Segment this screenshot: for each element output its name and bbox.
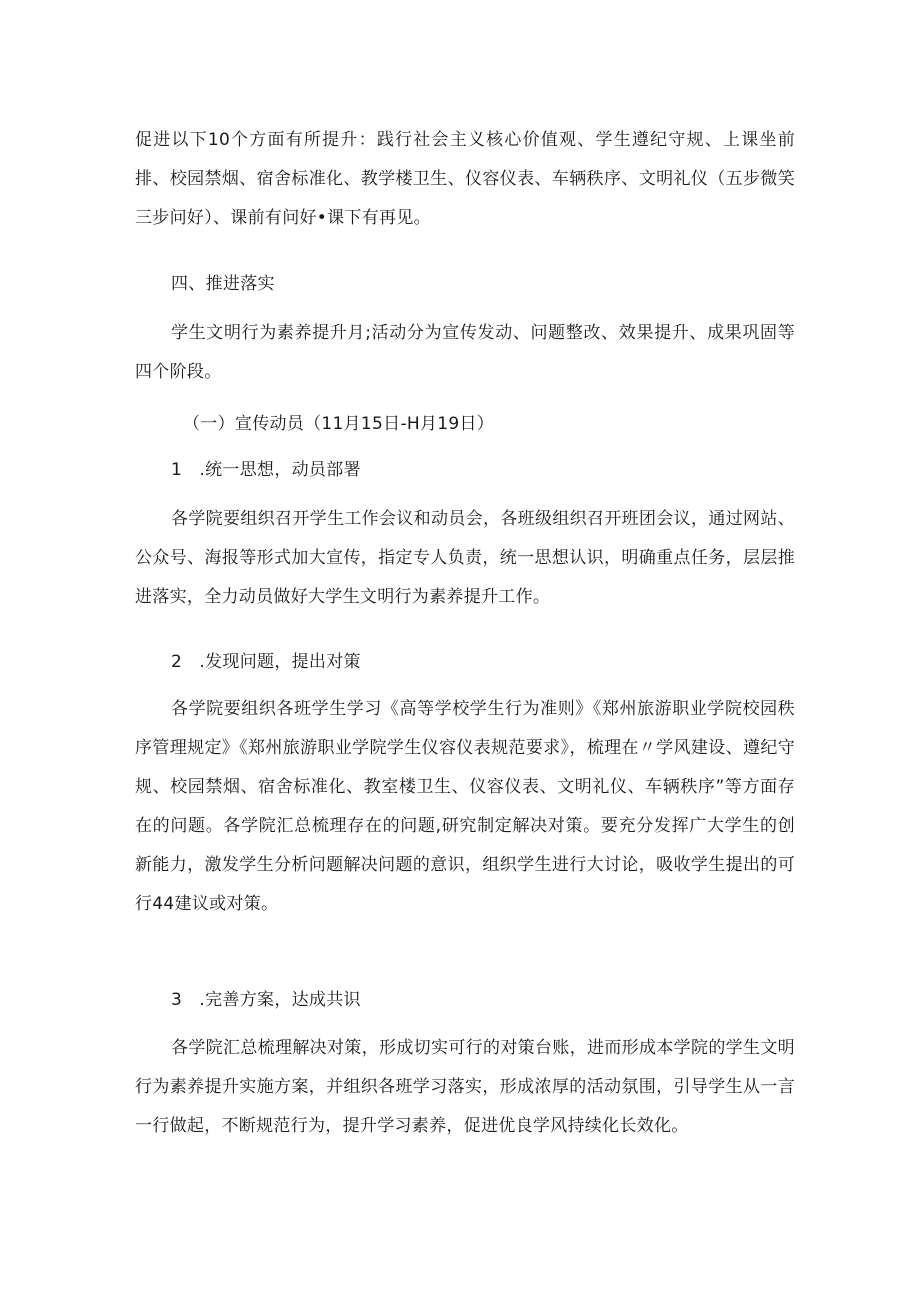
section-heading-implementation: 四、推进落实 [171, 274, 275, 294]
item-heading-3: 3 .完善方案，达成共识 [171, 990, 361, 1010]
paragraph-problem-discovery: 各学院要组织各班学生学习《高等学校学生行为准则》《郑州旅游职业学院校园秩序管理规定》《郑州旅游职业学院学生仪容仪表规范要求》，梳理在〃学风建设、遵纪守规、校园禁烟、宿舍标准化、教室楼卫生、仪容仪表、文明礼仪、车辆秩序”等方面存在的问题。各学院汇总梳理存在的问题,研究制定解决对策。要充分发挥广大学生的创新能力，激发学生分析问题解决问题的意识，组织学生进行大讨论，吸收学生提出的可行44建议或对策。 [135, 699, 795, 914]
item-heading-1: 1 .统一思想，动员部署 [171, 460, 361, 480]
paragraph-plan-improvement: 各学院汇总梳理解决对策，形成切实可行的对策台账，进而形成本学院的学生文明行为素养提升实施方案，并组织各班学习落实，形成浓厚的活动氛围，引导学生从一言一行做起，不断规范行为，提升学习素养，促进优良学风持续化长效化。 [135, 1038, 795, 1136]
paragraph-activity-stages: 学生文明行为素养提升月;活动分为宣传发动、问题整改、效果提升、成果巩固等四个阶段。 [135, 323, 795, 382]
item-heading-2: 2 .发现问题，提出对策 [171, 652, 361, 672]
paragraph-improvement-areas: 促进以下10个方面有所提升：践行社会主义核心价值观、学生遵纪守规、上课坐前排、校园禁烟、宿舍标准化、教学楼卫生、仪容仪表、车辆秩序、文明礼仪（五步微笑三步问好）、课前有问好•课下有再见。 [135, 130, 795, 228]
subsection-heading-mobilization: （一）宣传动员（11月15日-H月19日） [183, 414, 495, 434]
paragraph-mobilization-details: 各学院要组织召开学生工作会议和动员会，各班级组织召开班团会议，通过网站、公众号、海报等形式加大宣传，指定专人负责，统一思想认识，明确重点任务，层层推进落实，全力动员做好大学生文明行为素养提升工作。 [135, 509, 795, 607]
